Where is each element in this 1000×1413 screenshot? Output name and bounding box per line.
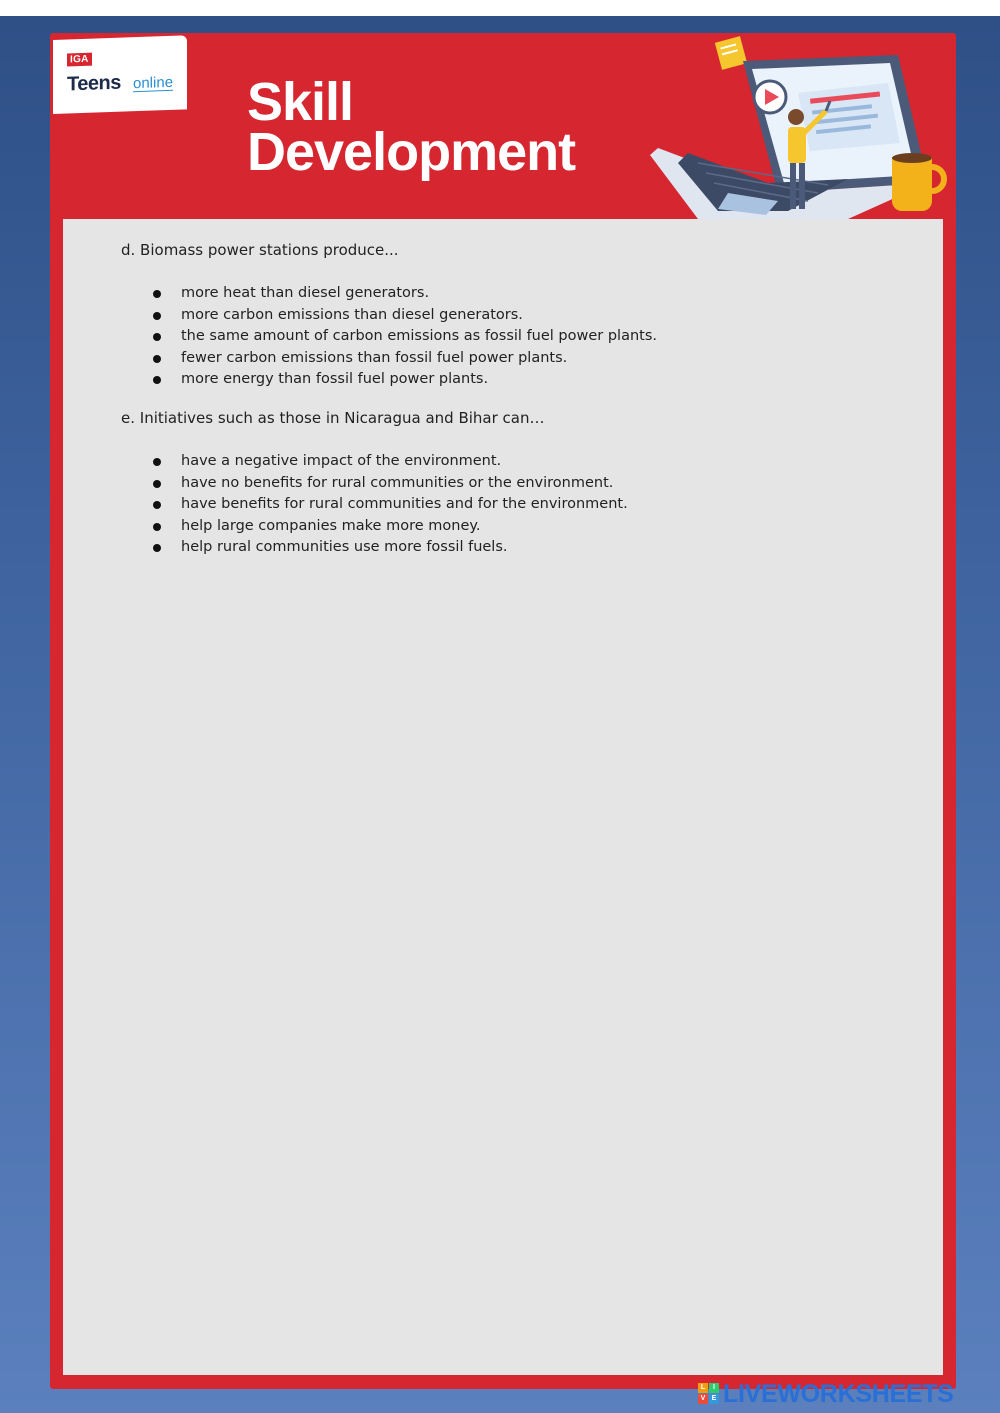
option-text: the same amount of carbon emissions as fossil fuel power plants. <box>181 328 658 345</box>
logo <box>53 35 187 114</box>
bullet-icon <box>153 501 161 509</box>
logo-badge: IGA <box>67 53 92 67</box>
option-text: help large companies make more money. <box>181 517 481 534</box>
watermark-text: LIVEWORKSHEETS <box>723 1379 954 1408</box>
laptop-illustration-icon <box>648 33 956 219</box>
list-item <box>151 473 628 495</box>
bullet-icon <box>153 458 161 466</box>
bullet-icon <box>153 355 161 363</box>
option-text: help rural communities use more fossil fuels. <box>181 539 508 556</box>
option-text: have benefits for rural communities and for the environment. <box>181 496 628 513</box>
page-title <box>247 72 576 182</box>
option-text: have no benefits for rural communities or the environment. <box>181 474 614 491</box>
top-strip <box>0 0 1000 16</box>
liveworksheets-watermark <box>698 1380 954 1408</box>
question-e-prompt: e. Initiatives such as those in Nicaragua and Bihar can… <box>121 409 545 427</box>
question-d-prompt: d. Biomass power stations produce... <box>121 241 399 259</box>
option-text: fewer carbon emissions than fossil fuel power plants. <box>181 349 568 366</box>
list-item <box>151 516 628 538</box>
bullet-icon <box>153 544 161 552</box>
question-d-options <box>151 283 657 391</box>
bullet-icon <box>153 333 161 341</box>
coffee-mug-icon <box>892 153 944 211</box>
logo-suffix: online <box>133 73 174 93</box>
worksheet-page <box>50 33 956 1389</box>
question-e-options <box>151 451 628 559</box>
bullet-icon <box>153 376 161 384</box>
list-item <box>151 283 657 305</box>
list-item <box>151 348 657 370</box>
list-item <box>151 305 657 327</box>
option-text: more carbon emissions than diesel generators. <box>181 306 523 323</box>
list-item <box>151 369 657 391</box>
list-item <box>151 326 657 348</box>
bullet-icon <box>153 312 161 320</box>
list-item <box>151 537 628 559</box>
liveworksheets-logo-icon: L I V E <box>698 1383 720 1405</box>
worksheet-content <box>63 219 943 1375</box>
title-line-1: Skill <box>247 72 354 132</box>
header-banner <box>50 33 956 219</box>
option-text: more energy than fossil fuel power plants. <box>181 371 489 388</box>
list-item <box>151 451 628 473</box>
option-text: more heat than diesel generators. <box>181 285 430 301</box>
list-item <box>151 494 628 516</box>
option-text: have a negative impact of the environment. <box>181 453 502 469</box>
title-line-2: Development <box>247 122 576 182</box>
logo-brand: Teens <box>67 71 121 96</box>
bullet-icon <box>153 523 161 531</box>
bullet-icon <box>153 480 161 488</box>
bullet-icon <box>153 290 161 298</box>
